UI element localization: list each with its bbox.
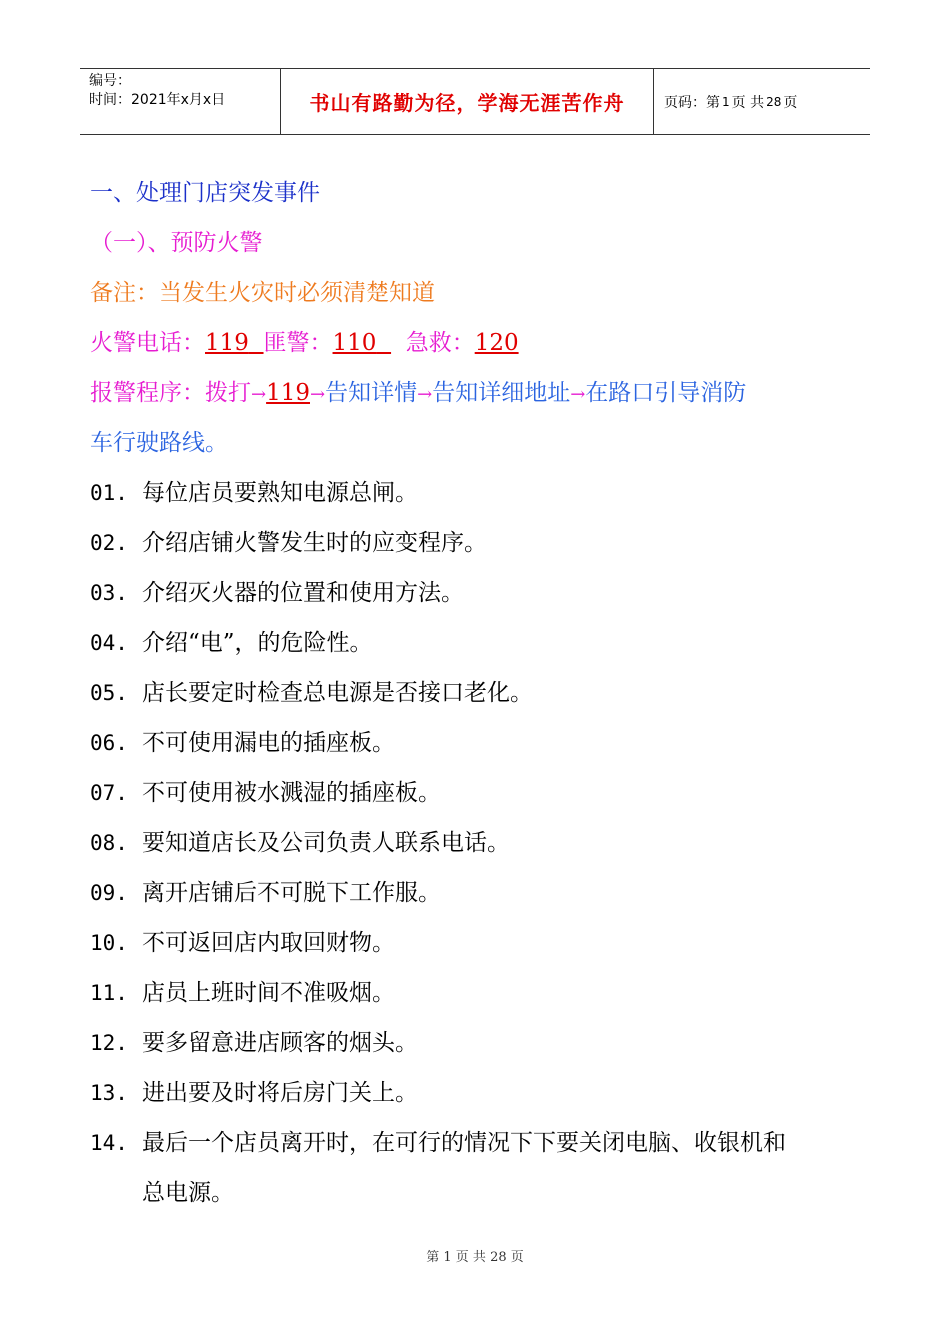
procedure-step-dial: 拨打 xyxy=(205,380,251,406)
subsection-title: （一）、预防火警 xyxy=(90,230,263,256)
footer-prefix: 第 xyxy=(426,1250,440,1265)
item-number: 11. xyxy=(90,981,128,1005)
item-text xyxy=(142,1118,880,1218)
list-item xyxy=(90,818,880,868)
header-page-total: 28 xyxy=(766,94,782,109)
list-item xyxy=(90,618,880,668)
procedure-line xyxy=(90,368,880,418)
item-number: 05. xyxy=(90,681,128,705)
item-number: 03. xyxy=(90,581,128,605)
item-number: 01. xyxy=(90,481,128,505)
item-number: 12. xyxy=(90,1031,128,1055)
item-number: 09. xyxy=(90,881,128,905)
item-number: 10. xyxy=(90,931,128,955)
list-item xyxy=(90,868,880,918)
ambulance-phone-label: 急救： xyxy=(405,330,475,356)
footer-mid: 页 共 xyxy=(455,1250,486,1265)
item-text: 店长要定时检查总电源是否接口老化。 xyxy=(142,680,533,706)
footer-page-total: 28 xyxy=(490,1250,507,1265)
list-item xyxy=(90,568,880,618)
list-item xyxy=(90,968,880,1018)
list-item xyxy=(90,468,880,518)
police-phone-number: 110 xyxy=(332,330,377,356)
header-code-label: 编号： xyxy=(89,73,131,89)
ambulance-phone-number: 120 xyxy=(474,330,519,356)
item-text: 不可返回店内取回财物。 xyxy=(142,930,395,956)
item-text: 不可使用漏电的插座板。 xyxy=(142,730,395,756)
item-text: 要多留意进店顾客的烟头。 xyxy=(142,1030,418,1056)
item-text: 介绍“电”，的危险性。 xyxy=(142,630,373,656)
police-phone-label: 匪警： xyxy=(263,330,333,356)
item-number: 08. xyxy=(90,831,128,855)
fire-phone-number: 119 xyxy=(205,330,249,356)
arrow-icon: → xyxy=(417,384,433,405)
header-page-number: 1 xyxy=(722,94,730,109)
list-item xyxy=(90,1118,880,1218)
section-title: 一、处理门店突发事件 xyxy=(90,180,320,206)
arrow-icon: → xyxy=(570,384,586,405)
list-item xyxy=(90,918,880,968)
page-header-table xyxy=(80,68,870,135)
item-text: 介绍店铺火警发生时的应变程序。 xyxy=(142,530,487,556)
list-item xyxy=(90,768,880,818)
header-time-label: 时间：2021年x月x日 xyxy=(89,92,226,108)
footer-page-number: 1 xyxy=(443,1250,452,1265)
note-line: 备注：当发生火灾时必须清楚知道 xyxy=(90,280,435,306)
item-text: 不可使用被水溅湿的插座板。 xyxy=(142,780,441,806)
page-footer xyxy=(0,1246,950,1265)
list-item xyxy=(90,518,880,568)
item-number: 06. xyxy=(90,731,128,755)
item-number: 14. xyxy=(90,1131,128,1155)
emergency-phones-line xyxy=(90,318,880,368)
header-page-prefix: 页码：第 xyxy=(664,94,720,111)
list-item xyxy=(90,668,880,718)
procedure-label: 报警程序： xyxy=(90,380,205,406)
item-number: 07. xyxy=(90,781,128,805)
procedure-line-continued: 车行驶路线。 xyxy=(90,430,228,456)
footer-suffix: 页 xyxy=(510,1250,524,1265)
procedure-step-details: 告知详情 xyxy=(325,380,418,406)
rule-list xyxy=(90,468,880,1218)
item-text: 离开店铺后不可脱下工作服。 xyxy=(142,880,441,906)
item-text: 店员上班时间不准吸烟。 xyxy=(142,980,395,1006)
header-page-mid: 页 共 xyxy=(731,94,765,111)
item-number: 13. xyxy=(90,1081,128,1105)
item-text: 要知道店长及公司负责人联系电话。 xyxy=(142,830,510,856)
fire-phone-label: 火警电话： xyxy=(90,330,205,356)
list-item xyxy=(90,1018,880,1068)
list-item xyxy=(90,718,880,768)
arrow-icon: → xyxy=(310,384,326,405)
procedure-step-guide: 在路口引导消防 xyxy=(585,380,747,406)
header-page-suffix: 页 xyxy=(783,94,798,111)
item-text: 每位店员要熟知电源总闸。 xyxy=(142,480,418,506)
header-motto: 书山有路勤为径，学海无涯苦作舟 xyxy=(281,69,654,134)
arrow-icon: → xyxy=(251,384,267,405)
item-text: 介绍灭火器的位置和使用方法。 xyxy=(142,580,464,606)
item-text-line: 最后一个店员离开时，在可行的情况下下要关闭电脑、收银机和 xyxy=(142,1130,786,1156)
procedure-step-number: 119 xyxy=(266,380,310,406)
procedure-step-address: 告知详细地址 xyxy=(432,380,571,406)
item-number: 02. xyxy=(90,531,128,555)
header-page-info xyxy=(654,69,870,134)
header-meta-cell xyxy=(80,69,281,134)
item-text: 进出要及时将后房门关上。 xyxy=(142,1080,418,1106)
document-body xyxy=(90,168,880,1218)
item-text-line: 总电源。 xyxy=(142,1180,234,1206)
item-number: 04. xyxy=(90,631,128,655)
list-item xyxy=(90,1068,880,1118)
